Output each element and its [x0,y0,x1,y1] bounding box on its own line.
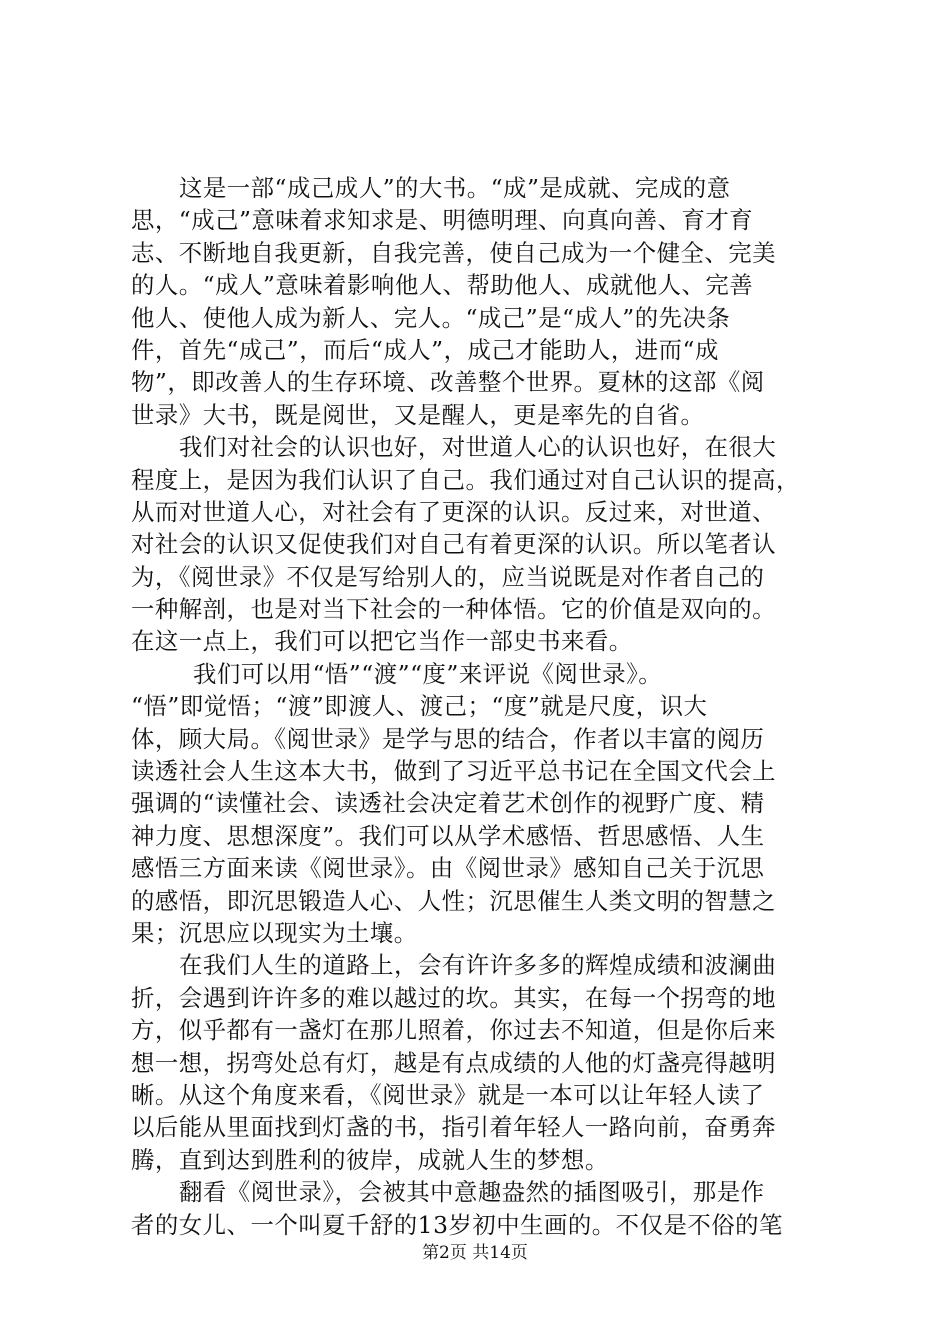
text-line: 强调的“读懂社会、读透社会决定着艺术创作的视野广度、精 [131,789,765,818]
text-line: 程度上，是因为我们认识了自己。我们通过对自己认识的提高， [131,465,800,494]
text-line: 我们对社会的认识也好，对世道人心的认识也好，在很大 [179,433,777,462]
text-line: 思，“成己”意味着求知求是、明德明理、向真向善、育才育 [131,206,754,235]
text-line: 果；沉思应以现实为土壤。 [131,918,418,947]
text-line: 晰。从这个角度来看，《阅世录》就是一本可以让年轻人读了 [131,1080,765,1109]
text-line: 物”，即改善人的生存环境、改善整个世界。夏林的这部《阅 [131,368,765,397]
text-line: 的感悟，即沉思锻造人心、人性；沉思催生人类文明的智慧之 [131,886,777,915]
text-line: 在这一点上，我们可以把它当作一部史书来看。 [131,627,633,656]
text-line: 神力度、思想深度”。我们可以从学术感悟、哲思感悟、人生 [131,821,765,850]
text-line: 读透社会人生这本大书，做到了习近平总书记在全国文代会上 [131,757,777,786]
text-line: 这是一部“成己成人”的大书。“成”是成就、完成的意 [179,174,731,202]
text-line: 方，似乎都有一盏灯在那儿照着，你过去不知道，但是你后来 [131,1016,777,1045]
text-line: 从而对世道人心，对社会有了更深的认识。反过来，对世道、 [131,497,777,526]
text-line: 翻看《阅世录》，会被其中意趣盎然的插图吸引，那是作 [179,1178,765,1207]
page-number: 第2页 共14页 [422,1243,528,1263]
text-line: 对社会的认识又促使我们对自己有着更深的认识。所以笔者认 [131,530,777,559]
text-line: 感悟三方面来读《阅世录》。由《阅世录》感知自己关于沉思 [131,854,765,883]
text-line: 他人、使他人成为新人、完人。“成己”是“成人”的先决条 [131,303,731,332]
text-line: 为，《阅世录》不仅是写给别人的，应当说既是对作者自己的 [131,562,765,591]
text-line: 折，会遇到许许多的难以越过的坎。其实，在每一个拐弯的地 [131,983,777,1012]
text-line: 一种解剖，也是对当下社会的一种体悟。它的价值是双向的。 [131,595,777,624]
text-line: 想一想，拐弯处总有灯，越是有点成绩的人他的灯盏亮得越明 [131,1048,777,1077]
text-line: 我们可以用“悟”“渡”“度”来评说《阅世录》。 [193,659,663,688]
text-line: 体，顾大局。《阅世录》是学与思的结合，作者以丰富的阅历 [131,724,765,753]
text-line: “悟”即觉悟；“渡”即渡人、渡己；“度”就是尺度，识大 [131,692,708,721]
page-footer [0,1242,950,1264]
text-line: 的人。“成人”意味着影响他人、帮助他人、成就他人、完善 [131,271,754,300]
body-text [131,172,831,1241]
text-line: 以后能从里面找到灯盏的书，指引着年轻人一路向前，奋勇奔 [131,1113,777,1142]
text-line: 件，首先“成己”，而后“成人”，成己才能助人，进而“成 [131,335,719,364]
text-line: 志、不断地自我更新，自我完善，使自己成为一个健全、完美 [131,238,777,267]
text-line: 腾，直到达到胜利的彼岸，成就人生的梦想。 [131,1145,609,1174]
text-line: 在我们人生的道路上，会有许许多多的辉煌成绩和波澜曲 [179,951,777,980]
text-line: 者的女儿、一个叫夏千舒的13岁初中生画的。不仅是不俗的笔 [131,1210,783,1239]
text-line: 世录》大书，既是阅世，又是醒人，更是率先的自省。 [131,400,705,429]
